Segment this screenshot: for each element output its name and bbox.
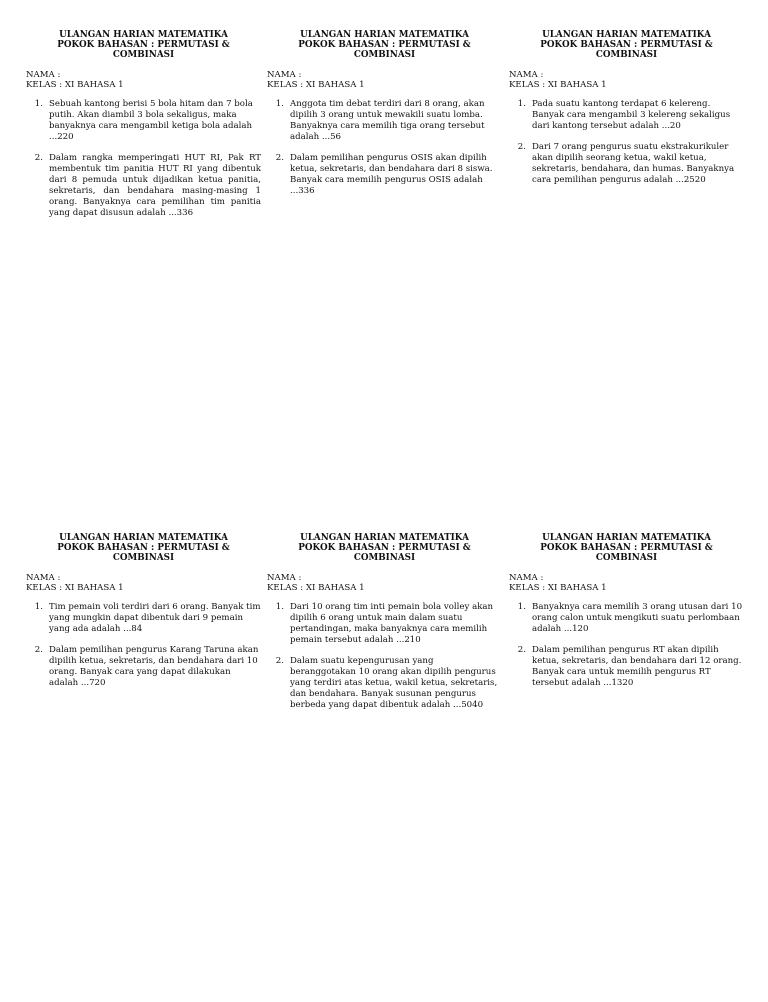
question-text: Sebuah kantong berisi 5 bola hitam dan 7 bola putih. Akan diambil 3 bola sekaligus, maka banyaknya cara mengambil ketiga bola adalah ...220 (49, 99, 253, 142)
quiz-title (509, 30, 744, 60)
question-list (267, 602, 502, 711)
question-item (509, 602, 744, 635)
quiz-title (267, 533, 502, 563)
nama-field: NAMA : (509, 573, 544, 583)
quiz-card-3 (509, 30, 744, 196)
question-number: 2. (275, 153, 284, 163)
nama-field: NAMA : (26, 573, 61, 583)
question-text: Dari 7 orang pengurus suatu ekstrakurikuler akan dipilih seorang ketua, wakil ketua, sekretaris, bendahara, dan humas. Banyaknya cara pemilihan pengurus adalah ...2520 (532, 142, 735, 185)
student-identity (267, 70, 502, 90)
title-line-1: ULANGAN HARIAN MATEMATIKA (59, 30, 228, 40)
question-list (509, 99, 744, 186)
question-text: Dari 10 orang tim inti pemain bola volley akan dipilih 6 orang untuk main dalam suatu pertandingan, maka banyaknya cara memilih pemain tersebut adalah ...210 (290, 602, 494, 645)
question-number: 1. (275, 99, 284, 109)
title-line-2: POKOK BAHASAN : PERMUTASI & COMBINASI (57, 543, 230, 563)
question-number: 2. (517, 142, 526, 152)
kelas-field: KELAS : XI BAHASA 1 (267, 583, 365, 593)
student-identity (509, 573, 744, 593)
kelas-field: KELAS : XI BAHASA 1 (509, 583, 607, 593)
question-text: Tim pemain voli terdiri dari 6 orang. Banyak tim yang mungkin dapat dibentuk dari 9 pemain yang ada adalah ...84 (49, 602, 261, 634)
question-text: Dalam pemilihan pengurus Karang Taruna akan dipilih ketua, sekretaris, dan bendahara dari 10 orang. Banyak cara yang dapat dilakukan adalah ...720 (49, 645, 259, 688)
question-item (267, 153, 502, 197)
quiz-title (26, 30, 261, 60)
question-item (267, 656, 502, 711)
quiz-card-2 (267, 30, 502, 207)
quiz-title (26, 533, 261, 563)
title-line-2: POKOK BAHASAN : PERMUTASI & COMBINASI (298, 40, 471, 60)
quiz-card-1 (26, 30, 261, 229)
student-identity (26, 70, 261, 90)
question-item (26, 153, 261, 219)
question-item (509, 99, 744, 132)
student-identity (267, 573, 502, 593)
title-line-1: ULANGAN HARIAN MATEMATIKA (300, 533, 469, 543)
title-line-1: ULANGAN HARIAN MATEMATIKA (542, 533, 711, 543)
question-text: Anggota tim debat terdiri dari 8 orang, akan dipilih 3 orang untuk mewakili suatu lomba. Banyaknya cara memilih tiga orang tersebut adalah ...56 (290, 99, 485, 142)
question-item (267, 99, 502, 143)
question-number: 1. (34, 99, 43, 109)
question-text: Dalam pemilihan pengurus OSIS akan dipilih ketua, sekretaris, dan bendahara dari 8 siswa. Banyak cara memilih pengurus OSIS adalah ...336 (290, 153, 493, 196)
nama-field: NAMA : (26, 70, 61, 80)
question-number: 2. (275, 656, 284, 666)
student-identity (509, 70, 744, 90)
nama-field: NAMA : (267, 573, 302, 583)
question-item (26, 645, 261, 689)
question-list (509, 602, 744, 689)
question-item (509, 645, 744, 689)
question-number: 1. (517, 602, 526, 612)
kelas-field: KELAS : XI BAHASA 1 (26, 583, 124, 593)
question-list (26, 99, 261, 219)
nama-field: NAMA : (509, 70, 544, 80)
question-text: Dalam pemilihan pengurus RT akan dipilih ketua, sekretaris, dan bendahara dari 12 orang. Banyak cara untuk memilih pengurus RT tersebut adalah ...1320 (532, 645, 742, 688)
title-line-2: POKOK BAHASAN : PERMUTASI & COMBINASI (540, 543, 713, 563)
title-line-2: POKOK BAHASAN : PERMUTASI & COMBINASI (540, 40, 713, 60)
title-line-2: POKOK BAHASAN : PERMUTASI & COMBINASI (298, 543, 471, 563)
question-item (26, 602, 261, 635)
question-number: 1. (275, 602, 284, 612)
question-number: 1. (517, 99, 526, 109)
quiz-title (509, 533, 744, 563)
question-number: 2. (517, 645, 526, 655)
quiz-card-6 (509, 533, 744, 699)
kelas-field: KELAS : XI BAHASA 1 (267, 80, 365, 90)
question-text: Dalam suatu kepengurusan yang beranggotakan 10 orang akan dipilih pengurus yang terdiri atas ketua, wakil ketua, sekretaris, dan bendahara. Banyak susunan pengurus berbeda yang dapat dibentuk adalah ...5040 (290, 656, 498, 710)
question-list (267, 99, 502, 197)
question-text: Dalam rangka memperingati HUT RI, Pak RT membentuk tim panitia HUT RI yang dibentuk dari 8 pemuda untuk dijadikan ketua panitia, sekretaris, dan bendahara masing-masing 1 orang. Banyaknya cara pemilihan tim panitia yang dapat disusun adalah ...336 (49, 153, 261, 218)
title-line-1: ULANGAN HARIAN MATEMATIKA (59, 533, 228, 543)
question-item (267, 602, 502, 646)
title-line-1: ULANGAN HARIAN MATEMATIKA (542, 30, 711, 40)
question-text: Pada suatu kantong terdapat 6 kelereng. Banyak cara mengambil 3 kelereng sekaligus dari kantong tersebut adalah ...20 (532, 99, 731, 131)
question-number: 2. (34, 645, 43, 655)
question-number: 2. (34, 153, 43, 163)
kelas-field: KELAS : XI BAHASA 1 (26, 80, 124, 90)
question-number: 1. (34, 602, 43, 612)
question-list (26, 602, 261, 689)
quiz-card-4 (26, 533, 261, 699)
student-identity (26, 573, 261, 593)
nama-field: NAMA : (267, 70, 302, 80)
question-text: Banyaknya cara memilih 3 orang utusan dari 10 orang calon untuk mengikuti suatu perlombaan adalah ...120 (532, 602, 743, 634)
title-line-2: POKOK BAHASAN : PERMUTASI & COMBINASI (57, 40, 230, 60)
question-item (26, 99, 261, 143)
kelas-field: KELAS : XI BAHASA 1 (509, 80, 607, 90)
question-item (509, 142, 744, 186)
title-line-1: ULANGAN HARIAN MATEMATIKA (300, 30, 469, 40)
quiz-card-5 (267, 533, 502, 721)
quiz-title (267, 30, 502, 60)
